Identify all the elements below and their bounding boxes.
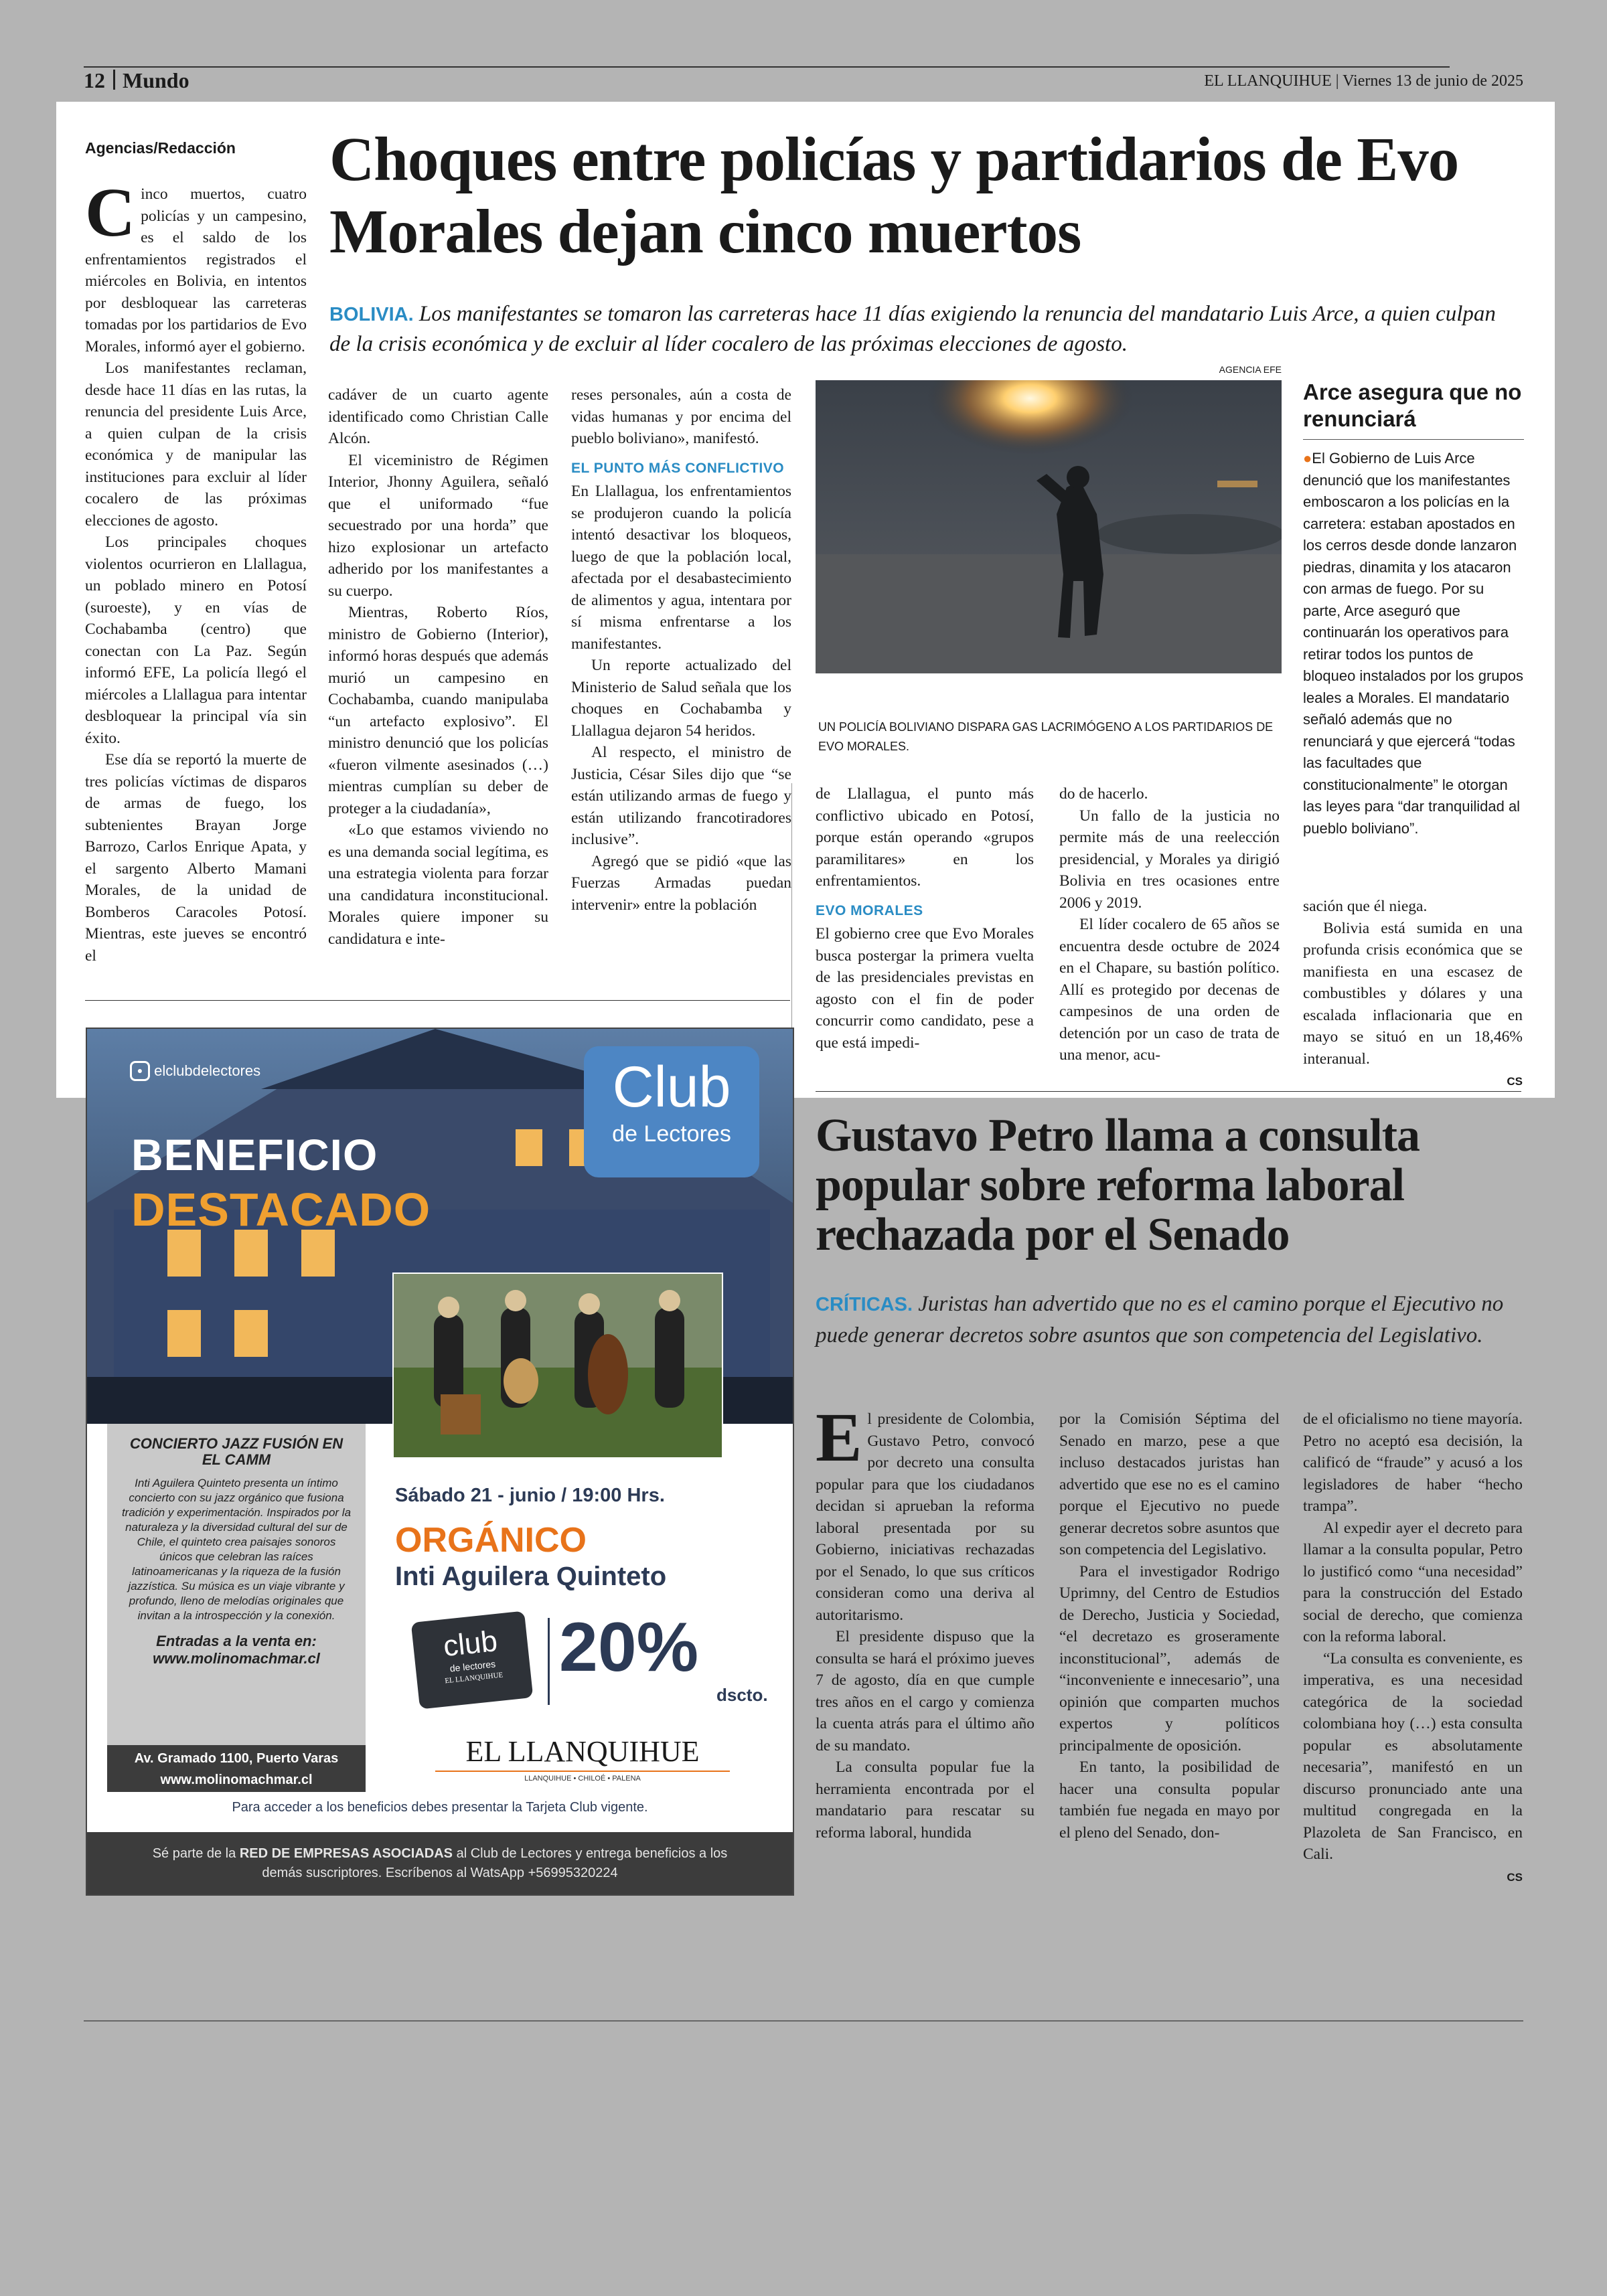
sidebar-rule [1303,439,1524,440]
bullet-icon: ● [1303,450,1312,467]
article1-col4: de Llallagua, el punto más conflictivo ubicado en Potosí, porque están operando «grupos paramilitares» en los enfrentamientos. EVO MORALES El gobierno cree que Evo Morales busca postergar la primera vuelta de las presidenciales previstas en agosto con el fin de poder concurrir como candidato, pese a que está impedi- [816,785,1034,1052]
address-box: Av. Gramado 1100, Puerto Varas www.molinomachmar.cl [107,1745,366,1792]
dropcap-c: C [85,174,136,251]
ad-footer: Sé parte de la RED DE EMPRESAS ASOCIADAS al Club de Lectores y entrega beneficios a los demás suscriptores. Escríbenos al WatsApp +56995320224 [87,1832,793,1894]
article2-col3: de el oficialismo no tiene mayoría. Petro no aceptó esa decisión, la calificó de “fraude” y acusó a los legisladores de haber “hecho trampa”. Al expedir ayer el decreto para llamar a la consulta popular, Petro lo justificó como “una necesidad” para la construcción del Estado social de derecho, que comienza con la reforma laboral. “La consulta es conveniente, es imperativa, es una necesidad categórica de la sociedad colombiana hoy (…) esta consulta popular es absolutamente necesaria”, manifestó en un discurso pronunciado ante una multitud congregada en la Plazoleta de San Francisco, en Cali. CS [1303,1410,1523,1884]
section-name: Mundo [123,68,189,92]
article1-col6: sación que él niega. Bolivia está sumida en una profunda crisis económica que se manifiesta en una escasez de combustibles y dólares y una escalada inflacionaria que en mayo se situó en un 18,46% interanual. CS [1303,898,1523,1088]
event-title: ORGÁNICO [395,1521,587,1560]
instagram-handle[interactable]: ● elclubdelectores [130,1061,260,1081]
club-card: club de lectores EL LLANQUIHUE [411,1611,534,1709]
tickets-label: Entradas a la venta en: [156,1633,317,1649]
card-divider [548,1618,550,1705]
band-illustration [394,1274,722,1457]
instagram-icon: ● [130,1061,150,1081]
page-header [84,67,1523,96]
discount-label: dscto. [716,1685,768,1705]
club-logo: Club de Lectores [584,1046,759,1177]
article1-col1: Cinco muertos, cuatro policías y un campesino, es el saldo de los enfrentamientos registrados el miércoles en Bolivia, en intentos por desbloquear las carreteras tomadas por los partidarios de Evo Morales, informó ayer el gobierno. Los manifestantes reclaman, desde hace 11 días en las rutas, la renuncia del presidente Luis Arce, a quien culpan de la crisis económica y de manipular las instituciones para excluir al líder cocalero de las próximas elecciones de agosto. Los principales choques violentos ocurrieron en Llallagua, un poblado minero en Potosí (suroeste), y en vías de Cochabamba (centro) que conectan con La Paz. Según informó EFE, La policía llegó el miércoles a Llallagua para intentar desbloquear la principal vía sin éxito. Ese día se reportó la muerte de tres policías víctimas de disparos de armas de fuego, los subtenientes Brayan Jorge Barrozo, Carlos Enrique Apata, y el sargento Alberto Mamani Morales, de la unidad de Bomberos Caracoles Potosí. Mientras, este jueves se encontró el [85,174,307,965]
sidebar-body: ●El Gobierno de Luis Arce denunció que los manifestantes emboscaron a los policías en la carretera: estaban apostados en los cerros desde donde lanzaron piedras, dinamita y los atacaron con armas de fuego. Por su parte, Arce aseguró que continuarán los operativos para retirar todos los puntos de bloqueo instalados por los grupos leales a Morales. El mandatario señaló además que no renunciará y que ejercerá “todas las facultades que constitucionalmente” le otorgan las leyes para “dar tranquilidad al pueblo boliviano”. [1303,450,1524,837]
band-photo [392,1273,723,1459]
header-dateline: EL LLANQUIHUE | Viernes 13 de junio de 2025 [1204,72,1523,90]
deck-petro [816,1289,1525,1351]
end-mark: CS [1507,1075,1523,1088]
protest-photo [816,380,1282,673]
club-ad [86,1028,794,1896]
headline-petro: Gustavo Petro llama a consulta popular sobre reforma laboral rechazada por el Senado [816,1110,1420,1260]
paper-logo-sub: LLANQUIHUE • CHILOÉ • PALENA [435,1771,730,1783]
byline: Agencias/Redacción [85,139,236,157]
deck-text: Los manifestantes se tomaron las carreteras hace 11 días exigiendo la renuncia del mandatario Luis Arce, a quien culpan de la crisis económica y de excluir al líder cocalero de las próximas elecciones de agosto. [329,302,1496,356]
deck-petro-text: Juristas han advertido que no es el camino porque el Ejecutivo no puede generar decretos sobre asuntos que son competencia del Legislativo. [816,1292,1504,1347]
deck-bolivia [329,299,1521,359]
header-date: Viernes 13 de junio de 2025 [1343,72,1523,90]
banner-line1: BENEFICIO [131,1130,378,1179]
photo-credit: AGENCIA EFE [1219,364,1282,375]
subhead-evo: EVO MORALES [816,902,923,918]
article2-col2: por la Comisión Séptima del Senado en marzo, pese a que incluso destacados juristas han advertido que ese no es el camino porque el Ejecutivo no puede generar decretos sobre asuntos que son competencia del Legislativo. Para el investigador Rodrigo Uprimny, del Centro de Estudios de Derecho, Justicia y Sociedad, “el decretazo es groseramente inconstitucional”, además de “inconveniente e innecesario”, una opinión que comparten muchos expertos y políticos principalmente de oposición. En tanto, la posibilidad de hacer una consulta popular también fue negada en mayo por el pleno del Senado, don- [1059,1410,1280,1841]
article1-col2: cadáver de un cuarto agente identificado como Christian Calle Alcón. El viceministro de Régimen Interior, Jhonny Aguilera, señaló que el uniformado “fue secuestrado por una horda” que hizo explosionar un artefacto adherido por los manifestantes a su cuerpo. Mientras, Roberto Ríos, ministro de Gobierno (Interior), informó horas después que además murió un campesino en Cochabamba, cuando manipulaba “un artefacto explosivo”. El ministro denunció que los policías «fueron vilmente asesinados (…) mientras cumplían su deber de proteger a la ciudadanía», «Lo que estamos viviendo no es una demanda social legítima, es una estrategia violenta para forzar una candidatura inconstitucional. Morales quiere imponer su candidatura e inte- [328,386,548,948]
concert-box [107,1424,366,1792]
headline-bolivia: Choques entre policías y partidarios de Evo Morales dejan cinco muertos [329,125,1459,266]
kicker-bolivia: BOLIVIA. [329,304,414,325]
discount: 20% [559,1609,699,1686]
event-date: Sábado 21 - junio / 19:00 Hrs. [395,1485,665,1506]
header-separator [113,70,115,90]
paper-logo: EL LLANQUIHUE [465,1735,700,1768]
dropcap-e: E [816,1399,862,1476]
banner-line2: DESTACADO [131,1183,431,1236]
event-artist: Inti Aguilera Quinteto [395,1562,667,1591]
tickets-url[interactable]: www.molinomachmar.cl [153,1650,320,1667]
article1-col3: reses personales, aún a costa de vidas humanas y por encima del pueblo boliviano», manifestó. EL PUNTO MÁS CONFLICTIVO En Llallagua, los enfrentamientos se produjeron cuando la policía intentó desactivar los bloqueos, luego de que la población local, afectada por el desabastecimiento de alimentos y agua, intentara por sí misma enfrentarse a los manifestantes. Un reporte actualizado del Ministerio de Salud señala que los choques en Cochabamba y Llallagua dejaron 54 heridos. Al respecto, el ministro de Justicia, César Siles dijo que “se están utilizando armas de fuego y están utilizando francotiradores inclusive”. Agregó que se pidió «que las Fuerzas Armadas puedan intervenir» entre la población [571,386,791,914]
photo-caption: UN POLICÍA BOLIVIANO DISPARA GAS LACRIMÓGENO A LOS PARTIDARIOS DE EVO MORALES. [818,720,1274,753]
article1-col5: do de hacerlo. Un fallo de la justicia no permite más de una reelección presidencial, y Morales ya dirigió Bolivia en tres ocasiones entre 2006 y 2019. El líder cocalero de 65 años se encuentra desde octubre de 2024 en el Chapare, su bastión político. Allí es protegido por decenas de campesinos de una orden de detención por un caso de trata de una menor, acu- [1059,785,1280,1064]
kicker-petro: CRÍTICAS. [816,1294,913,1315]
sidebar-box [1303,379,1524,839]
end-mark-2: CS [1507,1870,1523,1884]
article2-col1: El presidente de Colombia, Gustavo Petro, convocó por decreto una consulta popular para que los ciudadanos decidan si aprueban la reforma laboral presentada por su Gobierno, iniciativas rechazadas por el Senado, lo que sus críticos consideran como una deriva al autoritarismo. El presidente dispuso que la consulta se hará el próximo jueves 7 de agosto, día en que cumple tres años en el cargo y comienza la cuenta atrás para el último año de su mandato. La consulta popular fue la herramienta encontrada por el mandatario para rescatar su reforma laboral, hundida [816,1399,1035,1841]
bottom-panel-rule [816,1091,1521,1092]
article-divider [85,1000,790,1001]
photo-illustration [816,380,1282,673]
page-number: 12 [84,68,105,92]
sidebar-title: Arce asegura que no renunciará [1303,380,1522,431]
concert-text: Inti Aguilera Quinteto presenta un íntimo concierto con su jazz orgánico que fusiona tradición y experimentación. Inspirados por la naturaleza y la diversidad cultural del sur de Chile, el quinteto crea paisajes sonoros únicos que celebran las raíces latinoamericanas y la riqueza de la fusión jazzística. Su música es un viaje vibrante y profundo, lleno de melodías originales que invitan a la introspección y la conexión. [121,1477,352,1622]
access-note: Para acceder a los beneficios debes presentar la Tarjeta Club vigente. [232,1800,648,1815]
concert-title: CONCIERTO JAZZ FUSIÓN EN EL CAMM [129,1435,343,1468]
subhead-punto: EL PUNTO MÁS CONFLICTIVO [571,460,785,476]
page-bottom-rule [84,2020,1523,2022]
masthead-small: EL LLANQUIHUE [1204,72,1332,90]
